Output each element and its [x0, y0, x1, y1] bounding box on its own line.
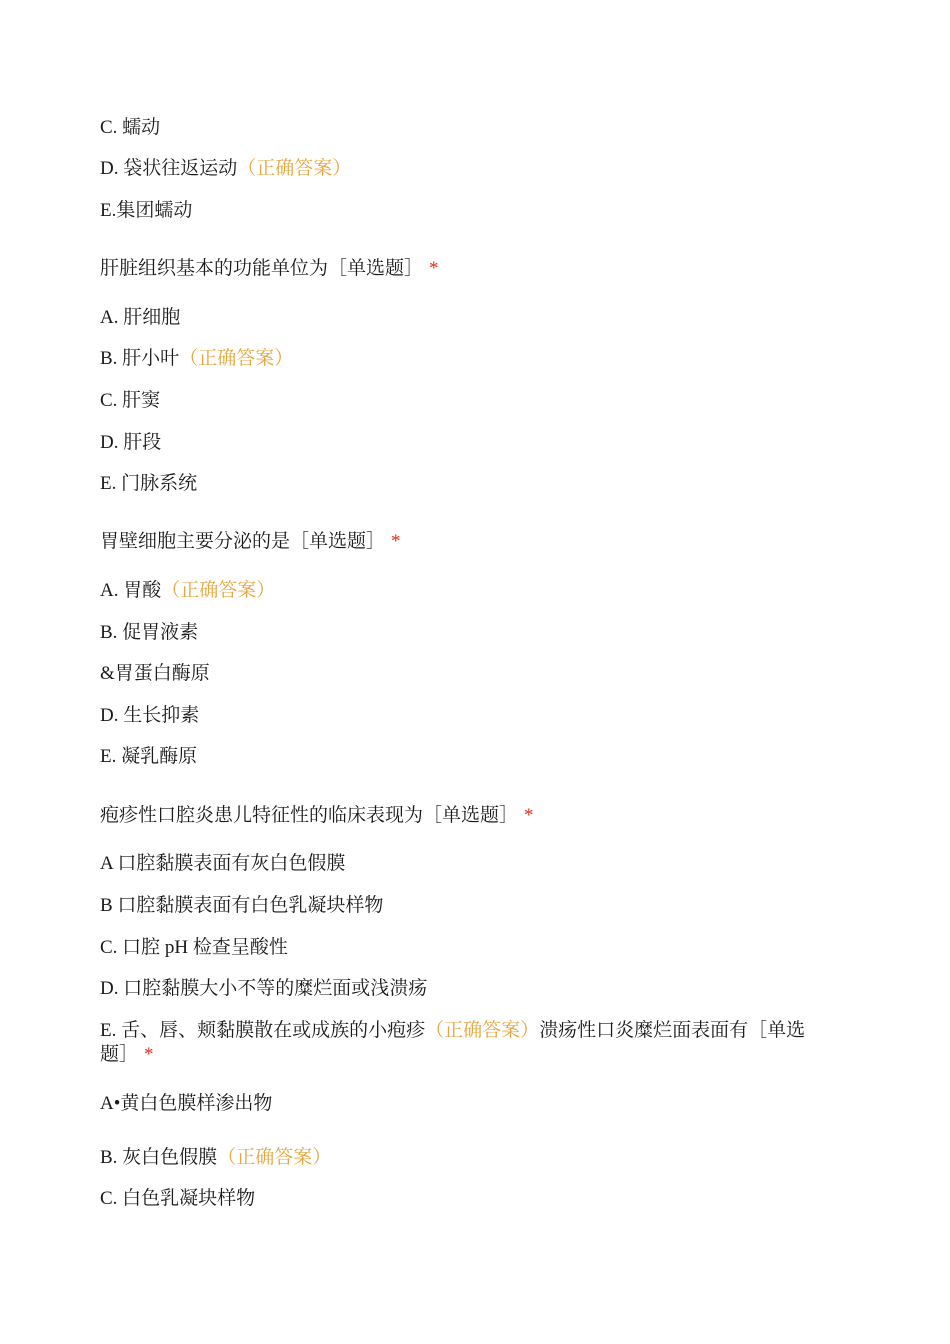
required-asterisk: * [391, 531, 401, 552]
option-q0-d [100, 157, 351, 181]
required-asterisk: * [144, 1044, 154, 1065]
option-q2-e [100, 745, 197, 769]
option-q3-e-with-question-q4 [100, 1019, 820, 1067]
option-text: &胃蛋白酶原 [100, 663, 210, 684]
option-text: A. 胃酸 [100, 580, 162, 601]
option-q0-c [100, 116, 160, 140]
question-text: 肝脏组织基本的功能单位为［单选题］ [100, 258, 424, 279]
option-text: B. 促胃液素 [100, 622, 199, 643]
option-text: E. 舌、唇、颊黏膜散在或成族的小疱疹 [100, 1020, 426, 1041]
correct-answer-mark: （正确答案） [425, 1020, 540, 1041]
option-q4-c [100, 1187, 255, 1211]
correct-answer-mark: （正确答案） [237, 158, 352, 179]
option-text: D. 生长抑素 [100, 705, 200, 726]
option-text: C. 肝窦 [100, 390, 161, 411]
option-text: C. 口腔 pH 检查呈酸性 [100, 937, 288, 958]
option-text: E.集团蠕动 [100, 200, 193, 221]
option-text: A. 肝细胞 [100, 307, 181, 328]
option-text: C. 白色乳凝块样物 [100, 1188, 256, 1209]
option-q3-a [100, 852, 345, 876]
question-title-q1 [100, 257, 439, 281]
option-text: A 口腔黏膜表面有灰白色假膜 [100, 853, 346, 874]
question-text: 溃疡性口炎糜烂面表面有［单选题］ [100, 1020, 806, 1065]
correct-answer-mark: （正确答案） [179, 348, 294, 369]
option-text: B. 肝小叶 [100, 348, 180, 369]
option-q4-b [100, 1146, 331, 1170]
option-text: B 口腔黏膜表面有白色乳凝块样物 [100, 895, 384, 916]
question-text: 疱疹性口腔炎患儿特征性的临床表现为［单选题］ [100, 805, 519, 826]
option-text: B. 灰白色假膜 [100, 1147, 218, 1168]
option-q3-d [100, 977, 427, 1001]
option-q1-e [100, 472, 197, 496]
option-q3-c [100, 936, 288, 960]
option-text: C. 蠕动 [100, 117, 161, 138]
correct-answer-mark: （正确答案） [217, 1147, 332, 1168]
option-text: D. 肝段 [100, 432, 162, 453]
option-q2-d [100, 704, 199, 728]
question-title-q2 [100, 530, 401, 554]
question-title-q3 [100, 804, 534, 828]
option-q2-c [100, 662, 210, 686]
option-text: D. 口腔黏膜大小不等的糜烂面或浅溃疡 [100, 978, 428, 999]
correct-answer-mark: （正确答案） [161, 580, 276, 601]
option-q1-a [100, 306, 180, 330]
option-text: A•黄白色膜样渗出物 [100, 1093, 273, 1114]
option-q1-d [100, 431, 161, 455]
option-q2-b [100, 621, 198, 645]
option-q1-c [100, 389, 160, 413]
option-q1-b [100, 347, 293, 371]
option-q4-a [100, 1092, 272, 1116]
question-text: 胃壁细胞主要分泌的是［单选题］ [100, 531, 386, 552]
option-q0-e [100, 199, 192, 223]
option-text: E. 门脉系统 [100, 473, 198, 494]
option-q2-a [100, 579, 275, 603]
option-text: E. 凝乳酶原 [100, 746, 198, 767]
required-asterisk: * [429, 258, 439, 279]
required-asterisk: * [524, 805, 534, 826]
option-text: D. 袋状往返运动 [100, 158, 238, 179]
option-q3-b [100, 894, 383, 918]
